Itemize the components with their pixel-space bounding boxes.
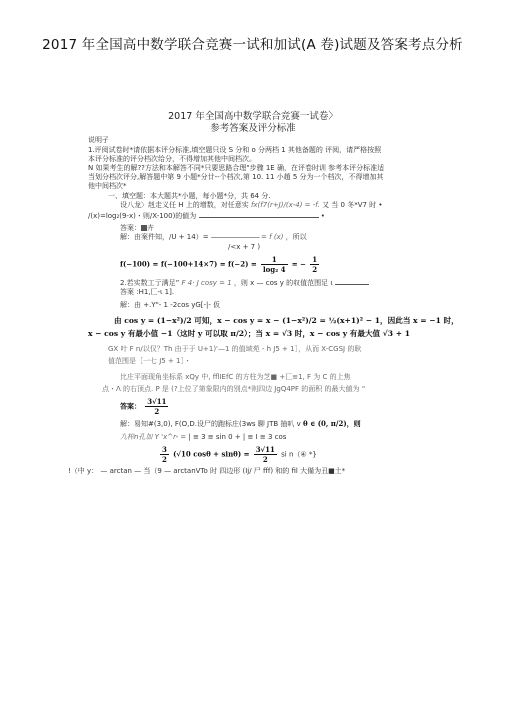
fraction: $\frac{3√11}{2}$ bbox=[147, 397, 167, 417]
question-3-line-2: 点・Λ 的右顶点. P 是 (?上位了第象限内的別点*则四边 JgQ4PF 的面积 的最大値为 “ bbox=[102, 384, 366, 393]
paper-subtitle: 参考答案及评分标准 bbox=[210, 123, 296, 135]
solution-2-equation-1: 由 cos y = (1−x²)/2 可知，x − cos y = x − (1−x²)/2 = ½(x+1)² − 1，因此当 x = −1 时， bbox=[114, 315, 459, 325]
solution-1-line bbox=[88, 233, 418, 242]
solution-2-range: 值范围是［一七 J5 + 1］・ bbox=[108, 357, 192, 366]
solution-3-formula: θ ∈ (0, π/2)，则 bbox=[303, 419, 361, 429]
answer-3 bbox=[88, 397, 418, 416]
solution-1-equation: f(−100) = f(−100+14×7) = f(−2) = $\frac{1}{\text{log₂ 4}}$ = − $\frac{1}{2}$ bbox=[120, 254, 318, 275]
question-2-text: 2.若实数工亍满足” bbox=[120, 279, 180, 288]
answer-blank bbox=[199, 210, 319, 218]
answer-3-label: 答案： bbox=[120, 401, 141, 411]
solution-1-text: 解：由案件知，/U + 14）= bbox=[120, 233, 209, 242]
question-1-text: 设八龙〉赳走义任 H 上的增数，对任意实 bbox=[120, 200, 249, 209]
solution-3-line-2 bbox=[88, 433, 418, 442]
notes-heading: 说明孑 bbox=[88, 136, 109, 145]
solution-3-italic: 九榨n孔加 Y 'x^r- = bbox=[120, 432, 187, 441]
solution-3-text-2: | ≡ 3 ≡ sin 0 + | ≡ I ≡ 3 cos bbox=[188, 432, 287, 441]
paper-title: 2017 年全国高中数学联合竞赛一试卷〉 bbox=[168, 111, 338, 122]
note-line: N 如果考生的解??方法和本解答不同*只要思路合理"步骤 1E 确，在评卷时训 参考本评分标准适 bbox=[88, 164, 385, 173]
note-line: 当划分档次评分,解答题中第 9 小题*分廿--个档次,第 10. 11 小趙 5 分为一个档次，不得增加其 bbox=[88, 173, 384, 182]
note-line: 他中间档次* bbox=[88, 182, 127, 191]
solution-1-tail: ，所以 bbox=[285, 233, 307, 242]
section-heading: 一、填空题：本大题共*小题，每小题*分，共 64 分. bbox=[108, 191, 271, 200]
answer-2: 答案 :H1,匸-ι 1]. bbox=[120, 288, 175, 297]
question-1-text-2: /(x)=log₂(9-x)・则/X-100)的値为 bbox=[88, 212, 197, 221]
solution-1-formula: = f (x) bbox=[261, 233, 284, 242]
paper-page bbox=[68, 111, 459, 477]
question-2-tail: ，则 x — cos y 的収值范围足 ι bbox=[233, 279, 333, 288]
document-title: 2017 年全国高中数学联合竞赛一试和加试(A 卷)试题及答案考点分析 bbox=[42, 37, 463, 53]
solution-1-equation-text: f(−100) = f(−100+14×7) = f(−2) = bbox=[120, 259, 257, 269]
question-2-line bbox=[88, 277, 418, 288]
solution-3-equation: $\frac{3}{2}$ (√10 cosθ + sinθ) = $\frac{3√11}{2}$ si n（④ *} bbox=[162, 444, 317, 465]
answer-1-tail: 卉 bbox=[147, 224, 154, 233]
solution-3-conclusion: !（中 y： — arctan — 当（9 — arctanVTo 时 四边形 (Ij/ 尸 fff) 和的 fil 大備为丑■土* bbox=[68, 467, 346, 476]
fraction: $\frac{3}{2}$ bbox=[162, 444, 167, 465]
note-line: 1.评阅试卷时*请依据本评分标准,填空题只设 S 分和 o 分两档 1 其他备题的 评阅，请严格按照 bbox=[88, 145, 382, 154]
solution-2-line: 解：由 +.Y"- 1 -2cos yG[-|- 仮 bbox=[120, 300, 221, 309]
solution-3-text: 解：易知#(3,0), F(O,D.设尸的跑标庄(3ws 聊 JTB 抽叭 v bbox=[120, 420, 301, 429]
question-1-text-tail: 又 当 0 冬*V7 时 • bbox=[322, 200, 383, 209]
solution-2-conclusion: GX 叶 F n/以仅？Th 由于于 U+1)'—1 的值域苑 - h J5 + 1］，从而 X-CGSJ 的耿 bbox=[108, 345, 362, 354]
dashed-rule: ———————— bbox=[210, 233, 259, 242]
fraction: $\frac{1}{2}$ bbox=[312, 254, 318, 275]
question-1-line-2: /(x)=log₂(9-x)・则/X-100)的値为 • bbox=[88, 212, 325, 221]
answer-1-label: 答案： bbox=[120, 224, 141, 233]
question-2-formula: F 4· J cosy = 1 bbox=[181, 279, 232, 288]
question-3-line: 比庄平面现角坐标系 xQy 中, fflIEfC 的方柱为芝■ +匚≡1, F 为 C 的上焦 bbox=[120, 372, 351, 381]
question-1-formula: fx(f7(r+J)/(x-4) = -f. bbox=[250, 200, 320, 209]
note-line: 本评分标准的评分档次给分，不得增加其他中间档次。 bbox=[88, 154, 256, 163]
solution-3-line bbox=[88, 419, 418, 429]
question-1-line bbox=[88, 201, 418, 210]
fraction: $\frac{3√11}{2}$ bbox=[255, 444, 275, 465]
solution-2-equation-2: x − cos y 有最小值 −1（这时 y 可以取 π/2）；当 x = √3 时，x − cos y 有最大值 √3 + 1 bbox=[88, 329, 411, 339]
solution-1-denominator: /<x + 7 ) bbox=[228, 242, 261, 251]
answer-blank bbox=[335, 277, 369, 285]
fraction: $\frac{1}{\text{log₂ 4}}$ bbox=[262, 254, 286, 275]
